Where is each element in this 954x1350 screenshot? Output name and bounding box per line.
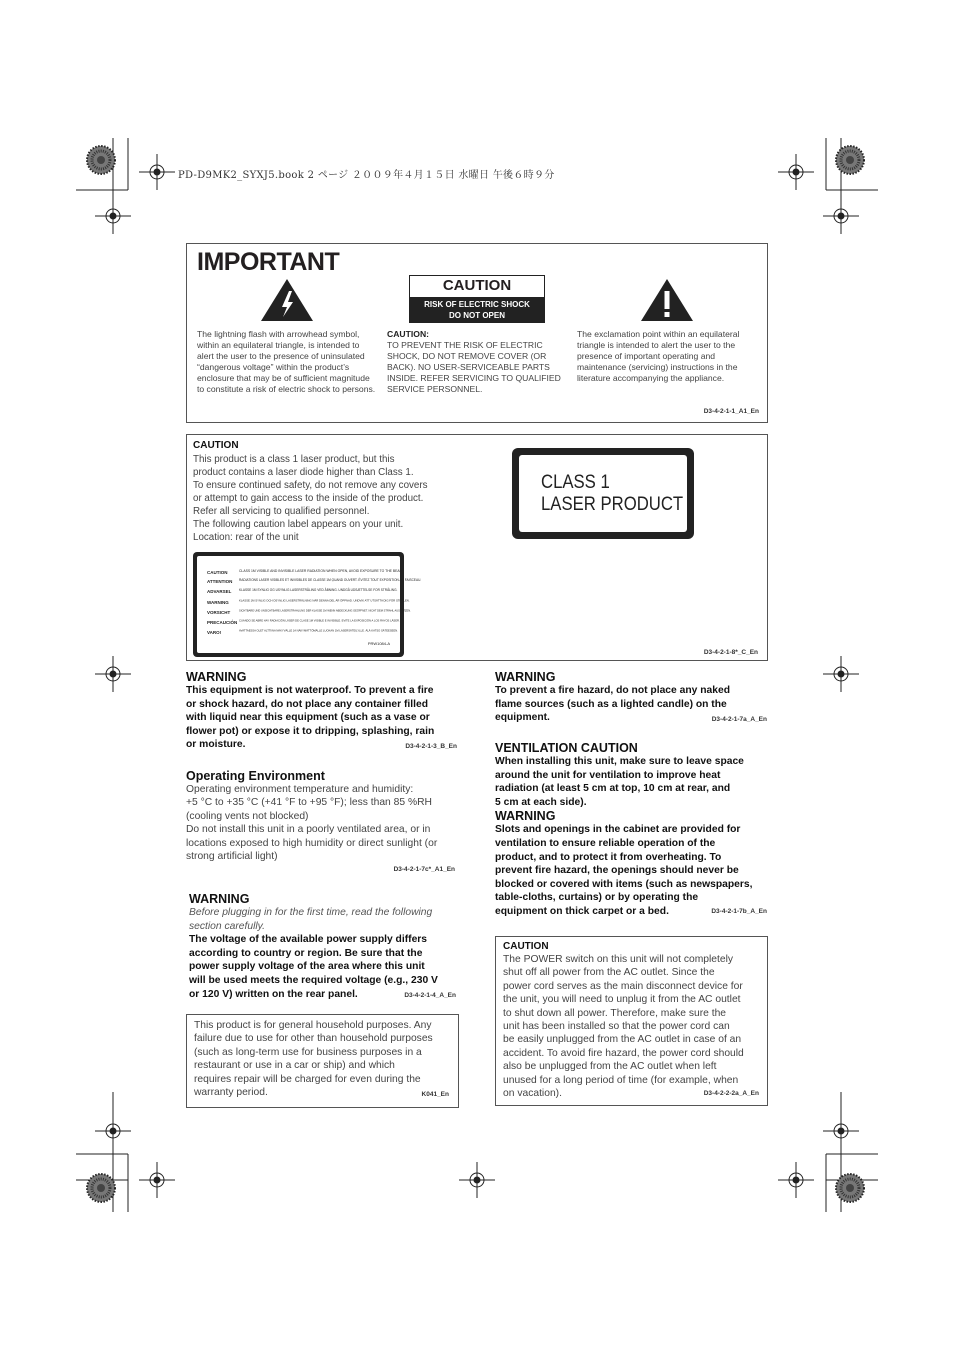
warning-fire-code: D3-4-2-1-7a_A_En bbox=[711, 716, 767, 723]
label-key: VARO! bbox=[207, 630, 222, 635]
warning-fire-line: To prevent a fire hazard, do not place any naked bbox=[495, 685, 730, 696]
laser-line: The following caution label appears on your unit. bbox=[193, 519, 404, 530]
label-line: KLASSE 1M SYNLIG OG USYNLIG LASERSTRÅLING VED ÅBNING. UNDGÅ UDSÆTTELSE FOR STRÅLING. bbox=[239, 588, 398, 592]
warning-code: D3-4-2-1-3_B_En bbox=[405, 743, 457, 750]
ventilation-line: When installing this unit, make sure to leave space bbox=[495, 756, 744, 767]
operating-line: locations exposed to high humidity or direct sunlight (or bbox=[186, 837, 438, 849]
household-line: requires repair will be charged for even during the bbox=[194, 1073, 421, 1085]
caution-description: TO PREVENT THE RISK OF ELECTRIC SHOCK, DO NOT REMOVE COVER (OR BACK). NO USER-SERVICEABLE PARTS INSIDE. REFER SERVICING TO QUALIFIED SERVICE PERSONNEL. bbox=[387, 340, 561, 394]
power-caution-line: to shut down all power. Therefore, make sure the bbox=[503, 1007, 727, 1019]
ventilation-warning-heading: WARNING bbox=[495, 809, 556, 824]
caution-label-title: CAUTION bbox=[410, 276, 544, 298]
power-caution-line: shut off all power from the AC outlet. Since the bbox=[503, 967, 715, 979]
label-code: PRW1084-A bbox=[367, 641, 390, 646]
warning-fire-line: flame sources (such as a lighted candle) on the bbox=[495, 698, 727, 710]
operating-line: (cooling vents not blocked) bbox=[186, 810, 309, 822]
power-caution-line: The POWER switch on this unit will not completely bbox=[503, 954, 734, 965]
label-line: SICHTBARE UND UNSICHTBARE LASERSTRAHLUNG DER KLASSE 1M WENN ABDECKUNG GEÖFFNET. NICHT DEM STRAHL AUSSETZEN. bbox=[239, 609, 411, 612]
caution-subheading: CAUTION: bbox=[387, 329, 430, 339]
label-line: RADIATIONS LASER VISIBLES ET INVISIBLES DE CLASSE 1M QUAND OUVERT. ÉVITEZ TOUT EXPOSITION AU FAISCEAU. bbox=[239, 578, 422, 582]
ventilation-warning-line: Slots and openings in the cabinet are provided for bbox=[495, 824, 741, 836]
warning-fire-section bbox=[495, 670, 768, 725]
power-caution-line: unused for a long period of time (for example, when bbox=[503, 1074, 739, 1086]
operating-line: Operating environment temperature and humidity: bbox=[186, 784, 414, 795]
warning-power-heading: WARNING bbox=[189, 892, 250, 906]
ventilation-warning-line: ventilation to ensure reliable operation of the bbox=[495, 837, 716, 849]
class-line2: LASER PRODUCT bbox=[541, 494, 684, 515]
warning-power-line: power supply voltage of the area where this unit bbox=[189, 961, 425, 973]
power-caution-line: the unit, you will need to unplug it from the AC outlet bbox=[503, 994, 741, 1006]
lightning-description: The lightning flash with arrowhead symbol, within an equilateral triangle, is intended to alert the user to the presence of uninsulated “dangerous voltage” within the product’s enclosure that may be of sufficient magnitude to constitute a risk of electric shock to persons. bbox=[197, 329, 376, 394]
ventilation-warning-line: equipment on thick carpet or a bed. bbox=[495, 905, 669, 917]
ventilation-warning-line: blocked or covered with items (such as newspapers, bbox=[495, 878, 753, 890]
ventilation-warning-line: product, and to protect it from overheating. To bbox=[495, 851, 722, 863]
label-line: AVATTAESSA OLET ALTTIINA NÄKYVÄLLE JA NÄKYMÄTTÖMÄLLE LUOKAN 1M LASERSÄTEILYLLE. ÄLÄ KATSO SÄTEESEEN. bbox=[239, 629, 398, 632]
file-header: PD-D9MK2_SYXJ5.book 2 ページ ２００９年４月１５日 水曜日 午後６時９分 bbox=[178, 170, 555, 181]
label-key: ATTENTION bbox=[207, 579, 233, 584]
warning-fire-heading: WARNING bbox=[495, 670, 556, 684]
warning-power-line: according to country or region. Be sure that the bbox=[189, 947, 423, 959]
important-box bbox=[186, 243, 768, 423]
warning-power-line: The voltage of the available power supply differs bbox=[189, 934, 428, 946]
caution-label-line1: RISK OF ELECTRIC SHOCK bbox=[424, 300, 530, 309]
warning-power-italic: section carefully. bbox=[189, 920, 265, 932]
warning-power-italic: Before plugging in for the first time, read the following bbox=[189, 907, 433, 918]
household-line: failure due to use for other than household purposes bbox=[194, 1033, 433, 1045]
ventilation-heading: VENTILATION CAUTION bbox=[495, 741, 638, 755]
power-caution-line: on vacation). bbox=[503, 1088, 562, 1100]
laser-line: product contains a laser diode higher than Class 1. bbox=[193, 467, 414, 478]
ventilation-warning-line: prevent fire hazard, the openings should never be bbox=[495, 865, 739, 877]
label-line: KLASSE 1M SYNLIG OCH OSYNLIG LASERSTRÅLNING NÄR DENNA DEL ÄR ÖPPNAD. UNDVIK ATT UTSÄTTA DIG FÖR STRÅLEN. bbox=[239, 599, 410, 603]
household-box bbox=[186, 1014, 459, 1108]
caution-shock-label bbox=[409, 275, 545, 323]
warning-water-section bbox=[186, 670, 460, 752]
operating-code: D3-4-2-1-7c*_A1_En bbox=[393, 866, 455, 873]
operating-environment-section bbox=[186, 769, 460, 873]
power-caution-box bbox=[495, 936, 768, 1106]
label-line: CUANDO SE ABRE HAY RADIACIÓN LÁSER DE CLASE 1M VISIBLE E INVISIBLE. EVITE LA EXPOSICIÓN A LOS RAYOS LÁSER. bbox=[239, 619, 400, 622]
warning-line: This equipment is not waterproof. To prevent a fire bbox=[186, 685, 434, 696]
ventilation-line: 5 cm at each side). bbox=[495, 796, 587, 808]
household-line: warranty period. bbox=[194, 1087, 268, 1099]
operating-line: Do not install this unit in a poorly ventilated area, or in bbox=[186, 824, 431, 836]
laser-line: This product is a class 1 laser product, but this bbox=[193, 454, 395, 465]
laser-caution-heading: CAUTION bbox=[193, 440, 239, 451]
warning-power-code: D3-4-2-1-4_A_En bbox=[404, 992, 456, 999]
exclamation-warning-icon bbox=[639, 277, 695, 323]
exclamation-description: The exclamation point within an equilateral triangle is intended to alert the user to the presence of important operating and maintenance (servicing) instructions in the literature accompanying the appliance. bbox=[577, 329, 740, 383]
label-key: CAUTION bbox=[207, 570, 228, 575]
warning-power-line: or 120 V) written on the rear panel. bbox=[189, 988, 358, 1000]
multilingual-caution-label bbox=[193, 552, 422, 657]
label-line: CLASS 1M VISIBLE AND INVISIBLE LASER RADIATION WHEN OPEN, AVOID EXPOSURE TO THE BEAM. bbox=[239, 569, 404, 573]
power-caution-heading: CAUTION bbox=[503, 941, 549, 952]
power-caution-line: also be unplugged from the AC outlet when left bbox=[503, 1061, 717, 1073]
laser-line: To ensure continued safety, do not remove any covers bbox=[193, 480, 428, 491]
label-key: ADVARSEL bbox=[207, 589, 232, 594]
operating-line: +5 °C to +35 °C (+41 °F to +95 °F); less than 85 %RH bbox=[186, 797, 432, 809]
power-caution-line: unit has been installed so that the power cord can bbox=[503, 1021, 730, 1033]
ventilation-section bbox=[495, 741, 768, 919]
household-line: restaurant or use in a car or ship) and which bbox=[194, 1060, 395, 1072]
household-line: This product is for general household purposes. Any bbox=[194, 1020, 432, 1031]
important-code: D3-4-2-1-1_A1_En bbox=[703, 408, 759, 415]
label-key: PRECAUCIÓN bbox=[207, 620, 238, 625]
power-caution-line: be easily unplugged from the AC outlet in case of an bbox=[503, 1034, 742, 1046]
warning-line: or moisture. bbox=[186, 739, 246, 751]
ventilation-code: D3-4-2-1-7b_A_En bbox=[711, 908, 767, 915]
laser-code: D3-4-2-1-8*_C_En bbox=[703, 649, 758, 656]
laser-line: Location: rear of the unit bbox=[193, 532, 299, 543]
power-caution-code: D3-4-2-2-2a_A_En bbox=[703, 1090, 759, 1097]
ventilation-line: around the unit for ventilation to improve heat bbox=[495, 769, 721, 781]
important-title: IMPORTANT bbox=[197, 248, 340, 276]
warning-power-section bbox=[189, 892, 461, 1001]
caution-label-line2: DO NOT OPEN bbox=[448, 311, 505, 320]
class-line1: CLASS 1 bbox=[541, 472, 610, 493]
lightning-warning-icon bbox=[259, 277, 315, 323]
warning-line: with liquid near this equipment (such as a vase or bbox=[186, 712, 430, 724]
class1-laser-label bbox=[512, 448, 694, 539]
household-code: K041_En bbox=[421, 1091, 449, 1098]
warning-fire-line: equipment. bbox=[495, 712, 550, 724]
laser-line: Refer all servicing to qualified personnel. bbox=[193, 506, 370, 517]
household-line: (such as long-term use for business purposes in a bbox=[194, 1046, 422, 1058]
power-caution-line: power cord serves as the main disconnect device for bbox=[503, 980, 743, 992]
label-key: VORSICHT bbox=[207, 610, 231, 615]
operating-heading: Operating Environment bbox=[186, 769, 325, 783]
ventilation-line: radiation (at least 5 cm at top, 10 cm at rear, and bbox=[495, 783, 731, 795]
warning-power-line: will be used meets the required voltage (e.g., 230 V bbox=[189, 974, 438, 986]
ventilation-warning-line: table-cloths, curtains) or by operating the bbox=[495, 892, 699, 904]
warning-line: flower pot) or expose it to dripping, splashing, rain bbox=[186, 725, 435, 737]
power-caution-line: accident. To avoid fire hazard, the power cord should bbox=[503, 1047, 744, 1059]
laser-line: or attempt to gain access to the inside of the product. bbox=[193, 493, 424, 504]
warning-heading: WARNING bbox=[186, 670, 247, 684]
label-key: WARNING bbox=[207, 600, 229, 605]
warning-line: or shock hazard, do not place any container filled bbox=[186, 698, 429, 710]
operating-line: strong artificial light) bbox=[186, 851, 278, 863]
